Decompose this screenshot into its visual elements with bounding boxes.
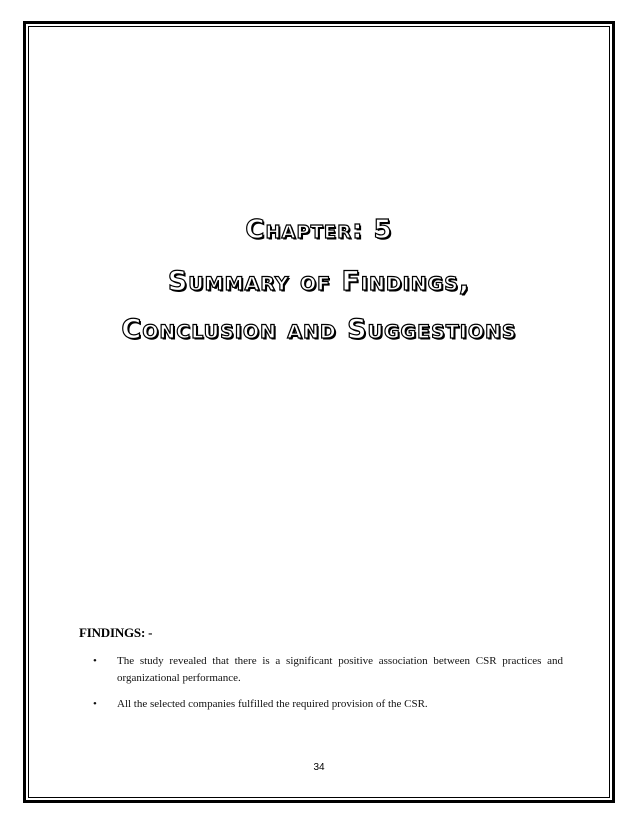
list-item-text: The study revealed that there is a significant positive association between CSR practices and organizational performance. (117, 655, 563, 684)
chapter-heading (28, 210, 610, 350)
chapter-title-line-2: Conclusion and Suggestions (121, 314, 517, 345)
list-item (93, 653, 563, 687)
list-item-text: All the selected companies fulfilled the required provision of the CSR. (117, 698, 428, 710)
bullet-icon: • (93, 698, 97, 710)
chapter-title-line-1: Summary of Findings, (167, 266, 471, 297)
page-number: 34 (313, 762, 325, 773)
findings-list (93, 653, 563, 722)
bullet-icon: • (93, 655, 97, 667)
findings-heading: FINDINGS: - (79, 625, 153, 640)
list-item (93, 696, 563, 713)
chapter-number: Chapter: 5 (245, 215, 393, 245)
